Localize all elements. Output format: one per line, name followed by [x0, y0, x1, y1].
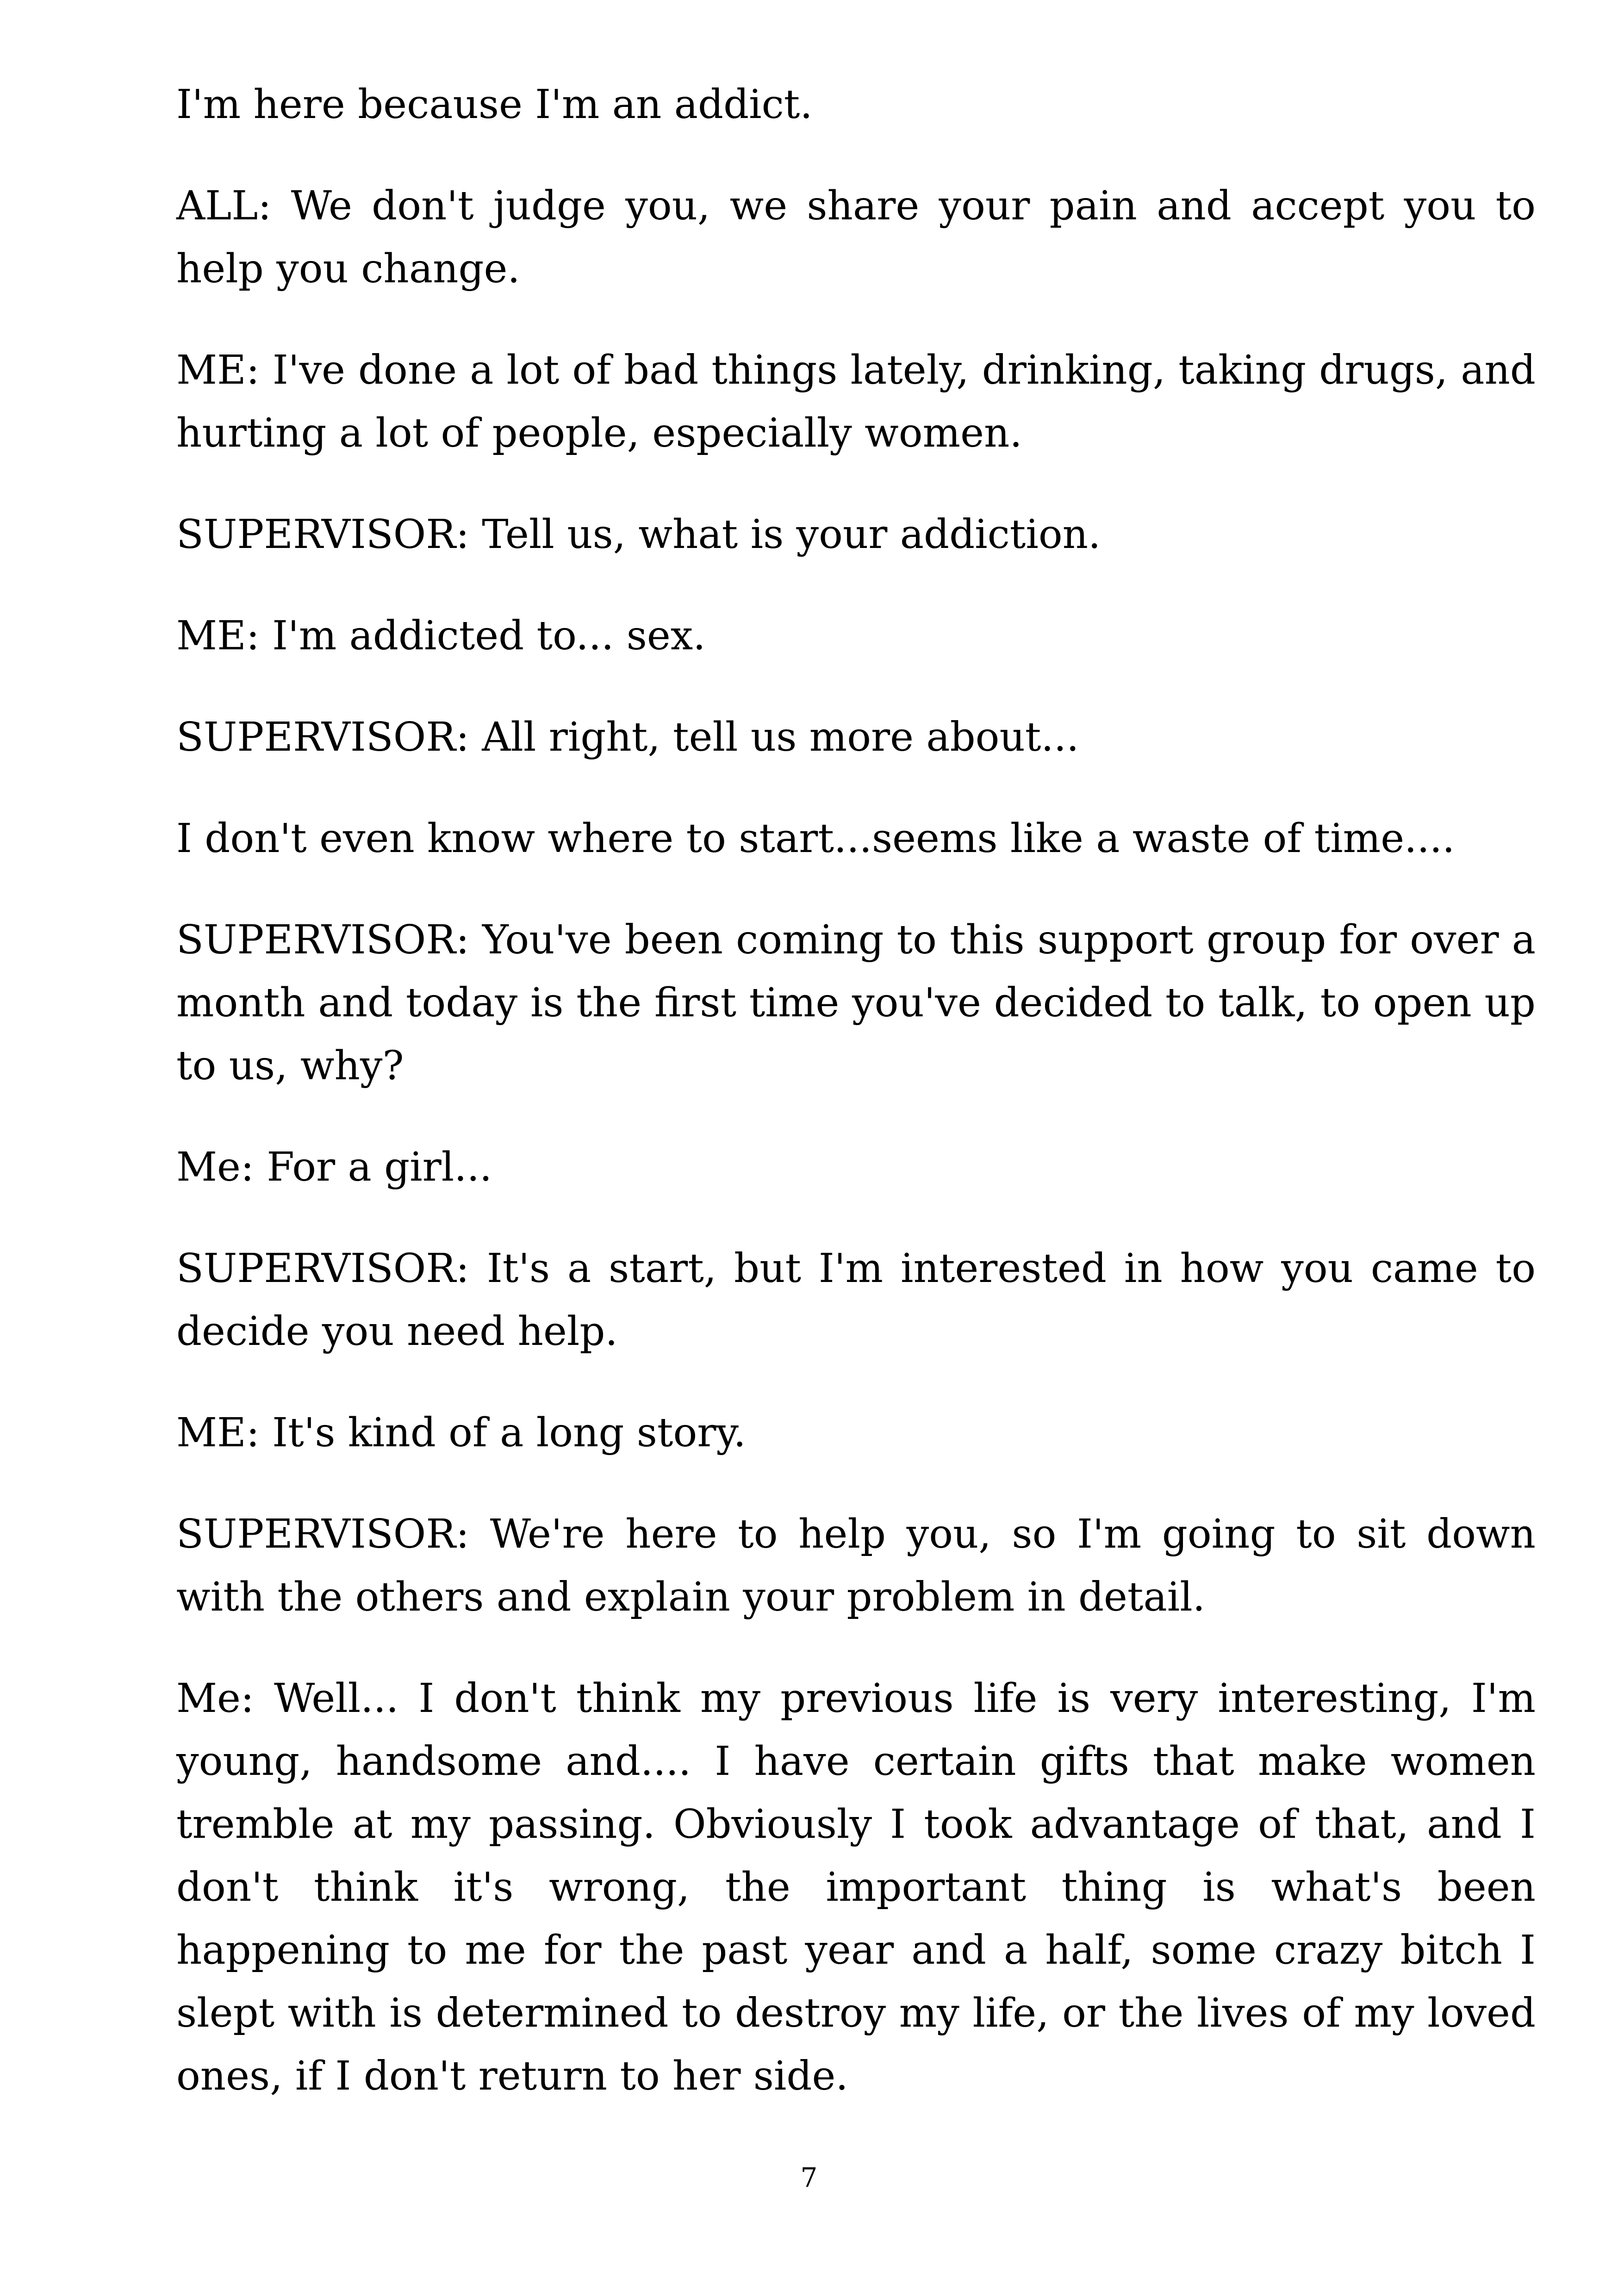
- paragraph-3: ME: I've done a lot of bad things lately, drinking, taking drugs, and hurting a lot of people, especially women.: [176, 347, 1536, 456]
- paragraph-6: SUPERVISOR: All right, tell us more about...: [176, 714, 1079, 760]
- paragraph-11: ME: It's kind of a long story.: [176, 1410, 746, 1456]
- paragraph-10: SUPERVISOR: It's a start, but I'm interested in how you came to decide you need help.: [176, 1245, 1536, 1355]
- paragraph-5: ME: I'm addicted to... sex.: [176, 613, 706, 659]
- paragraph-7: I don't even know where to start...seems like a waste of time....: [176, 815, 1455, 862]
- paragraph-4: SUPERVISOR: Tell us, what is your addiction.: [176, 511, 1101, 558]
- paragraph-9: Me: For a girl...: [176, 1144, 492, 1190]
- paragraph-1: I'm here because I'm an addict.: [176, 81, 813, 128]
- paragraph-12: SUPERVISOR: We're here to help you, so I'm going to sit down with the others and explain your problem in detail.: [176, 1511, 1536, 1620]
- paragraph-13: Me: Well... I don't think my previous life is very interesting, I'm young, handsome and.... I have certain gifts that make women tremble at my passing. Obviously I took advantage of that, and I don't think it's wrong, the important thing is what's been happening to me for the past year and a half, some crazy bitch I slept with is determined to destroy my life, or the lives of my loved ones, if I don't return to her side.: [176, 1675, 1536, 2099]
- body-text: [176, 73, 1536, 2146]
- page-number: 7: [800, 2162, 818, 2193]
- paragraph-2: ALL: We don't judge you, we share your pain and accept you to help you change.: [176, 183, 1536, 292]
- paragraph-8: SUPERVISOR: You've been coming to this support group for over a month and today is the first time you've decided to talk, to open up to us, why?: [176, 917, 1536, 1089]
